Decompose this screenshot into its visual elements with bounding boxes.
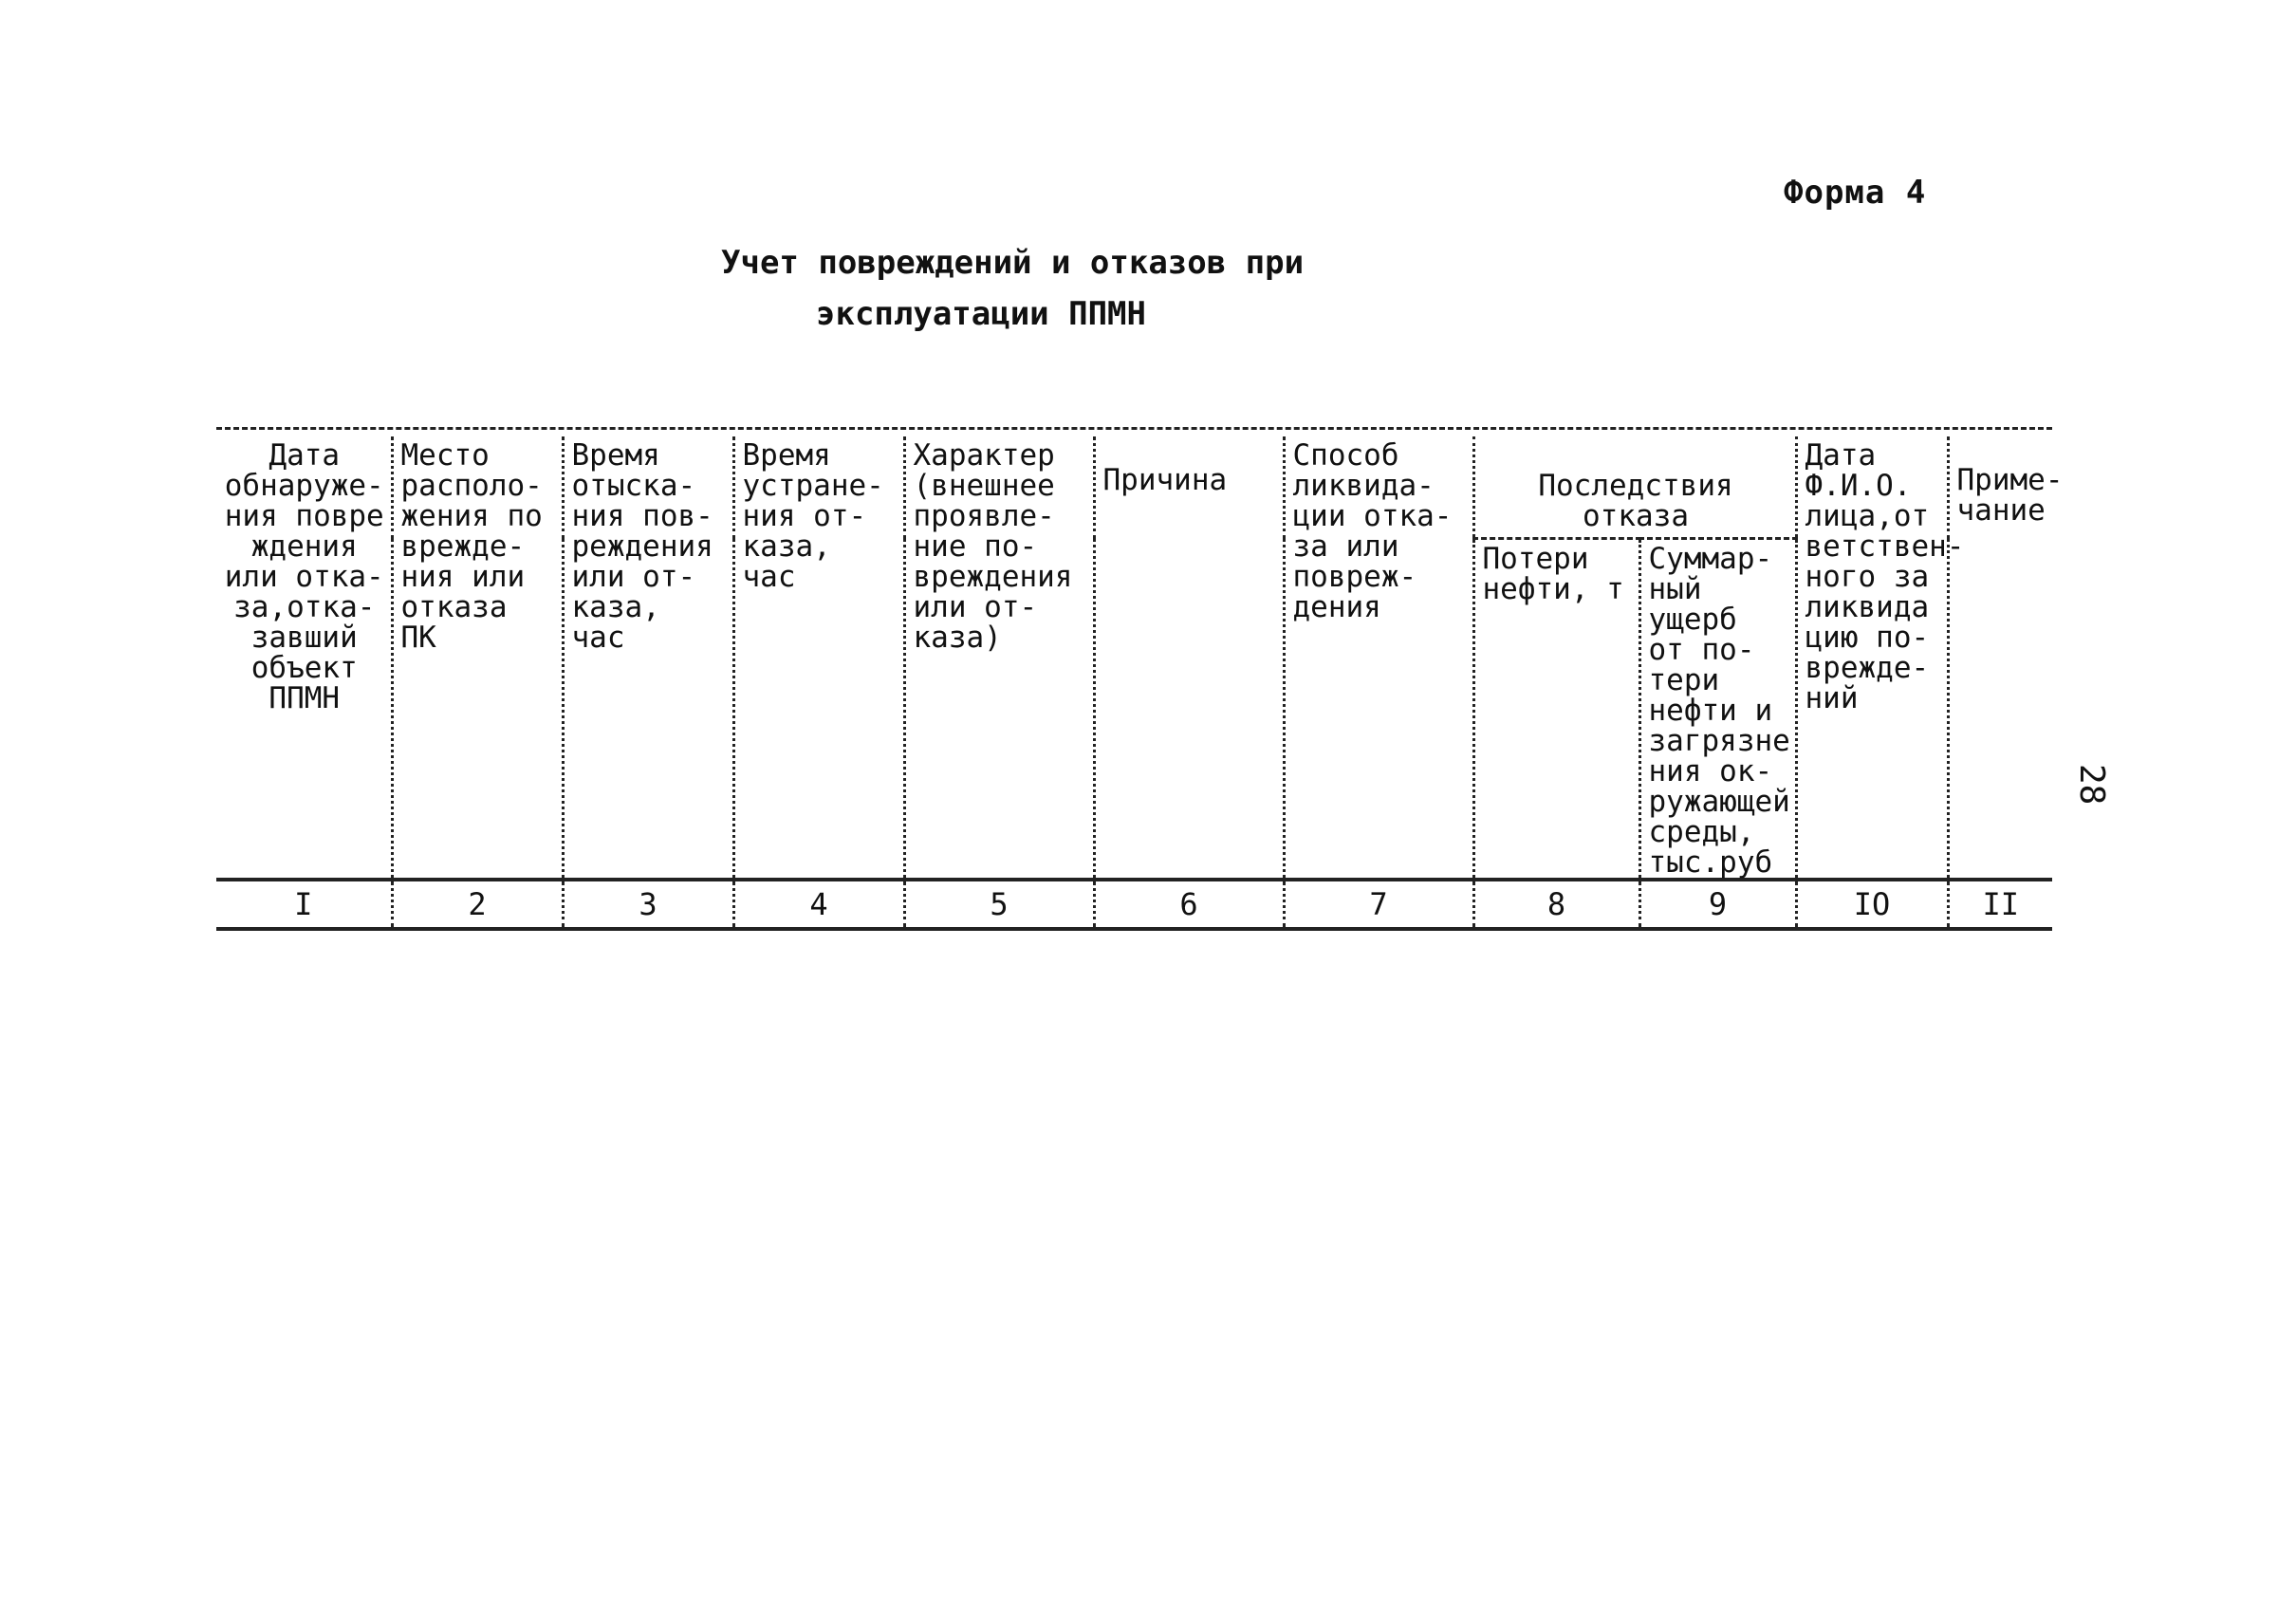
header-cell-7: Способ ликвида- ции отка- за или повреж- дения bbox=[1284, 436, 1473, 880]
column-number: 4 bbox=[733, 880, 904, 929]
document-title bbox=[721, 237, 1304, 340]
group-label: Последствия отказа bbox=[1538, 469, 1733, 533]
damage-failure-table bbox=[216, 436, 2064, 931]
column-number: 7 bbox=[1284, 880, 1473, 929]
column-number: II bbox=[1948, 880, 2052, 929]
column-number: I bbox=[216, 880, 392, 929]
column-number: 8 bbox=[1473, 880, 1639, 929]
title-line-2: эксплуатации ППМН bbox=[816, 295, 1146, 333]
header-cell-4: Время устране- ния от- каза, час bbox=[733, 436, 904, 880]
column-number: 6 bbox=[1094, 880, 1284, 929]
header-cell-3: Время отыска- ния пов- реждения или от- каза, час bbox=[563, 436, 733, 880]
title-line-1: Учет повреждений и отказов при bbox=[721, 244, 1305, 282]
column-number: IO bbox=[1796, 880, 1948, 929]
column-number-row bbox=[216, 880, 2052, 929]
column-number: 2 bbox=[392, 880, 563, 929]
column-number: 3 bbox=[563, 880, 733, 929]
column-number: 5 bbox=[904, 880, 1094, 929]
header-cell-11: Приме- чание bbox=[1948, 436, 2052, 880]
header-cell-8: Потери нефти, т bbox=[1473, 539, 1639, 881]
header-cell-1: Дата обнаруже- ния повре ждения или отка- за,отка- завший объект ППМН bbox=[224, 438, 384, 715]
header-cell-5: Характер (внешнее проявле- ние по- вреждения или от- каза) bbox=[904, 436, 1094, 880]
page-number: 28 bbox=[2072, 764, 2111, 806]
header-cell-9: Суммар- ный ущерб от по- тери нефти и загрязне ния ок- ружающей среды, тыс.руб bbox=[1639, 539, 1796, 881]
table-top-rule bbox=[216, 427, 2052, 430]
column-number: 9 bbox=[1639, 880, 1796, 929]
header-cell-6: Причина bbox=[1094, 436, 1284, 880]
form-label: Форма 4 bbox=[1784, 174, 1927, 212]
header-group-consequences bbox=[1473, 436, 1796, 539]
header-cell-2: Место располо- жения по врежде- ния или отказа ПК bbox=[392, 436, 563, 880]
header-cell-10: Дата Ф.И.О. лица,от ветствен- ного за ликвида цию по- вреждe- ний bbox=[1796, 436, 1948, 880]
